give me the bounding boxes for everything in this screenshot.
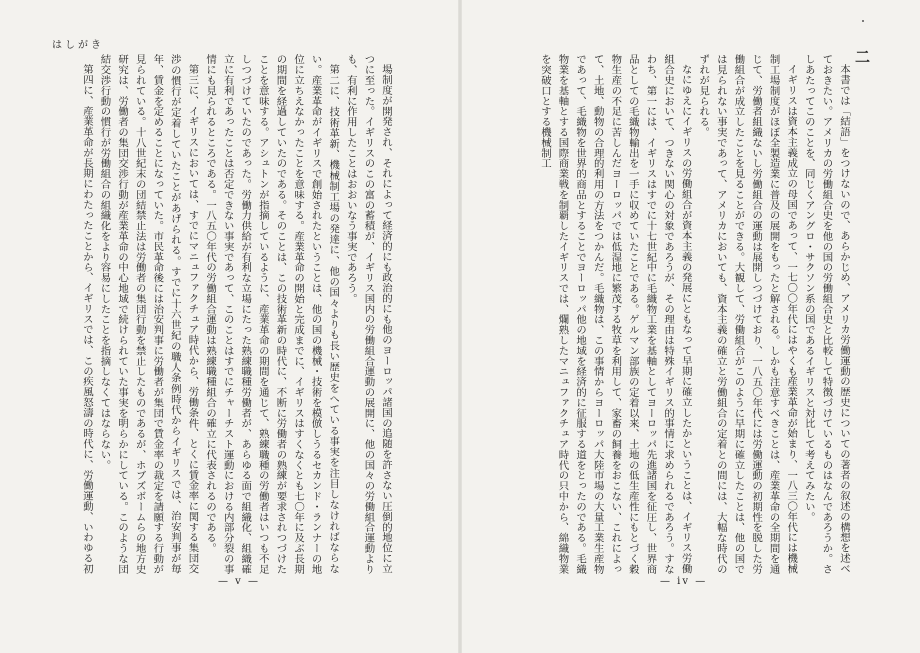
page-number: — iv — (660, 576, 708, 587)
paragraph: 第三に、イギリスにおいては、すでにマニュファクチュア時代から、労働条件、とくに賃金率に関する集団交渉の慣行が定着していたことがあげられる。すでに十六世紀の職人条例時代からイギリスでは、治安判事が毎年、賃金を定めることになっていた。市民革命後には治安判事に労働者が集団で賃金率の裁定を請願する行動が見られている。十八世紀末の団結禁止法は労働者の集団行動を禁止したものであるが、ホブズボームらの地方史研究は、労働者の集団交渉行動が産業革命の中心地域で続けられていた事実を明らかにしている。このような団結交渉行動の慣行が労働組合の組織化をより容易にしたことを指摘しなくてはならない。 (98, 54, 199, 574)
paragraph: 場制度が開発され、それによって経済的にも政治的にも他のヨーロッパ諸国の追随を許さない圧倒的地位に立つに至った。イギリスのこの富の蓄積が、イギリス国内の労働組合運動の展開に、他の国々の労働組合運動よりも、有利に作用したことはおおいなう事実であろう。 (344, 54, 392, 574)
paragraph: なにゆえにイギリスの労働組合が資本主義の発展にともなって早期に確立したかということは、イギリス労働組合史において、つきない関心の対象であろうが、その理由は特殊イギリス的事情に求められるであろう。すなわち、第一には、イギリスはすでに十七世紀中に毛織物工業を基軸としてヨーロッパ先進諸国を征圧し、世界商品としての毛織物輸出を一手に収めていたことである。ゲルマン部族の定着以来、土地の低生産性にもとづく穀物生産の不足に苦しんだヨーロッパでは低湿地に繁茂する牧草を利用して、家畜の飼養をおこない、これによって、土地、動物の合理的利用の方法をつかんだ。毛織物は、この事情からヨーロッパ大陸市場の大量工業生産物であって、毛織物を世界的商品とすることでヨーロッパ他の地域を経済的に征服する道をとったのである。毛織物業を基軸とする国際商業戦を制覇したイギリスでは、爛熟したマニュファクチュア時代の只中から、綿織物業を突破口とする機械制工 (538, 54, 692, 574)
left-page-body (58, 54, 394, 574)
right-page (460, 0, 920, 653)
paragraph: イギリスは資本主義成立の母国であって、一七〇〇年代にはやくも産業革命が始まり、一八三〇年代には機械制工場制度がほぼ全製造業に普及の展開をもったと解される。しかも注意すべきことは、産業革命の全期間を通じて、労働者組織ないし労働組合の運動は展開しつづけており、一八五〇年代には労働運動の初期性を脱した労働組合が成立したことを見ることができる。大観して、労働組合がこのように早期に確立したことは、他の国では見られない事実であって、アメリカにおいても、資本主義の確立と労働組合の定着との間には、大幅な時代のずれが見られる。 (697, 54, 798, 574)
section-number: 二 (855, 48, 871, 66)
right-page-body (500, 54, 852, 574)
paragraph: 本書では「結語」をつけないので、あらかじめ、アメリカ労働運動の歴史についての著者の叙述の構想を述べておきたい。アメリカの労働組合史を他の国の労働組合史と比較して特徴づけているものはなんであろうか。さしあたってこのことを、同じくアングロ・サクソン系の国であるイギリスと対比して考えてみたい。 (802, 54, 850, 574)
running-head: はしがき (52, 40, 104, 51)
paragraph: 第四に、産業革命が長期にわたったことから、イギリスでは、この疾風怒濤の時代に、労働運動、いわゆる初 (80, 64, 93, 574)
paragraph: 第二に、技術革新、機械制工場の発達に、他の国々よりも長い歴史をへている事実を注目しなければならない。産業革命がイギリスで創始されたということは、他の国の機械・技術を模倣しうるセカンド・ランナーの地位に立ちえなかったことを意味する。産業革命の開始と完成までに、イギリスはすくなくとも七〇年に及ぶ長期の期間を経過していたのである。そのことは、この技術革新の時代に、不断に労働者の熟練が要求されつづけたことを意味する。アシュトンが指摘しているように、産業革命の期間を通じて、熟練職種の労働者はいつも不足しつづけていたのであった。労働力供給が有利な立場にたった熟練職種労働者が、あらゆる面で組織化、組織確立に有利であったことは否定できない事実であって、このことはすでにチャーチスト運動における内部分裂の事情にも見られるところである。一八五〇年代の労働組合運動は熟練職種組合の確立に代表されるのである。 (204, 54, 340, 574)
page-number: — v — (218, 576, 261, 587)
print-speck (862, 20, 864, 22)
